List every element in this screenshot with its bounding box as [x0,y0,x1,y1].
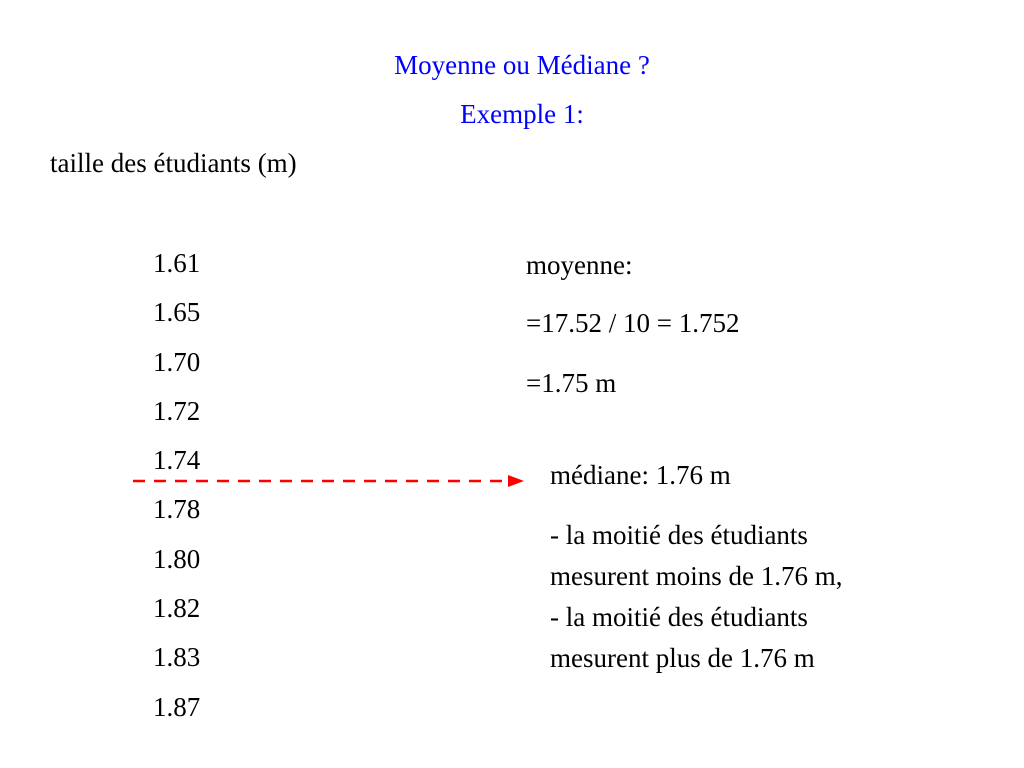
mean-calculation: =17.52 / 10 = 1.752 [526,308,740,338]
height-value: 1.70 [153,346,201,377]
height-value: 1.65 [153,297,201,328]
dashed-arrow-head [508,475,524,487]
height-value: 1.83 [153,642,201,673]
median-explanation-line: mesurent moins de 1.76 m, [550,561,843,591]
median-explanation-line: - la moitié des étudiants [550,520,808,550]
table-heading: taille des étudiants (m) [50,148,297,178]
height-value: 1.78 [153,494,201,525]
median-label: médiane: 1.76 m [550,460,731,490]
height-list [153,243,200,736]
mean-rounded: =1.75 m [526,368,617,398]
height-value: 1.74 [153,445,201,476]
mean-label: moyenne: [526,250,633,280]
height-value: 1.80 [153,543,201,574]
height-value: 1.82 [153,593,201,624]
height-value: 1.61 [153,248,201,278]
height-value: 1.87 [153,691,201,722]
height-value: 1.72 [153,395,201,426]
slide-title: Moyenne ou Médiane ? [394,50,650,80]
slide-subtitle: Exemple 1: [460,99,584,129]
median-explanation-line: - la moitié des étudiants [550,602,808,632]
median-explanation-line: mesurent plus de 1.76 m [550,643,815,673]
